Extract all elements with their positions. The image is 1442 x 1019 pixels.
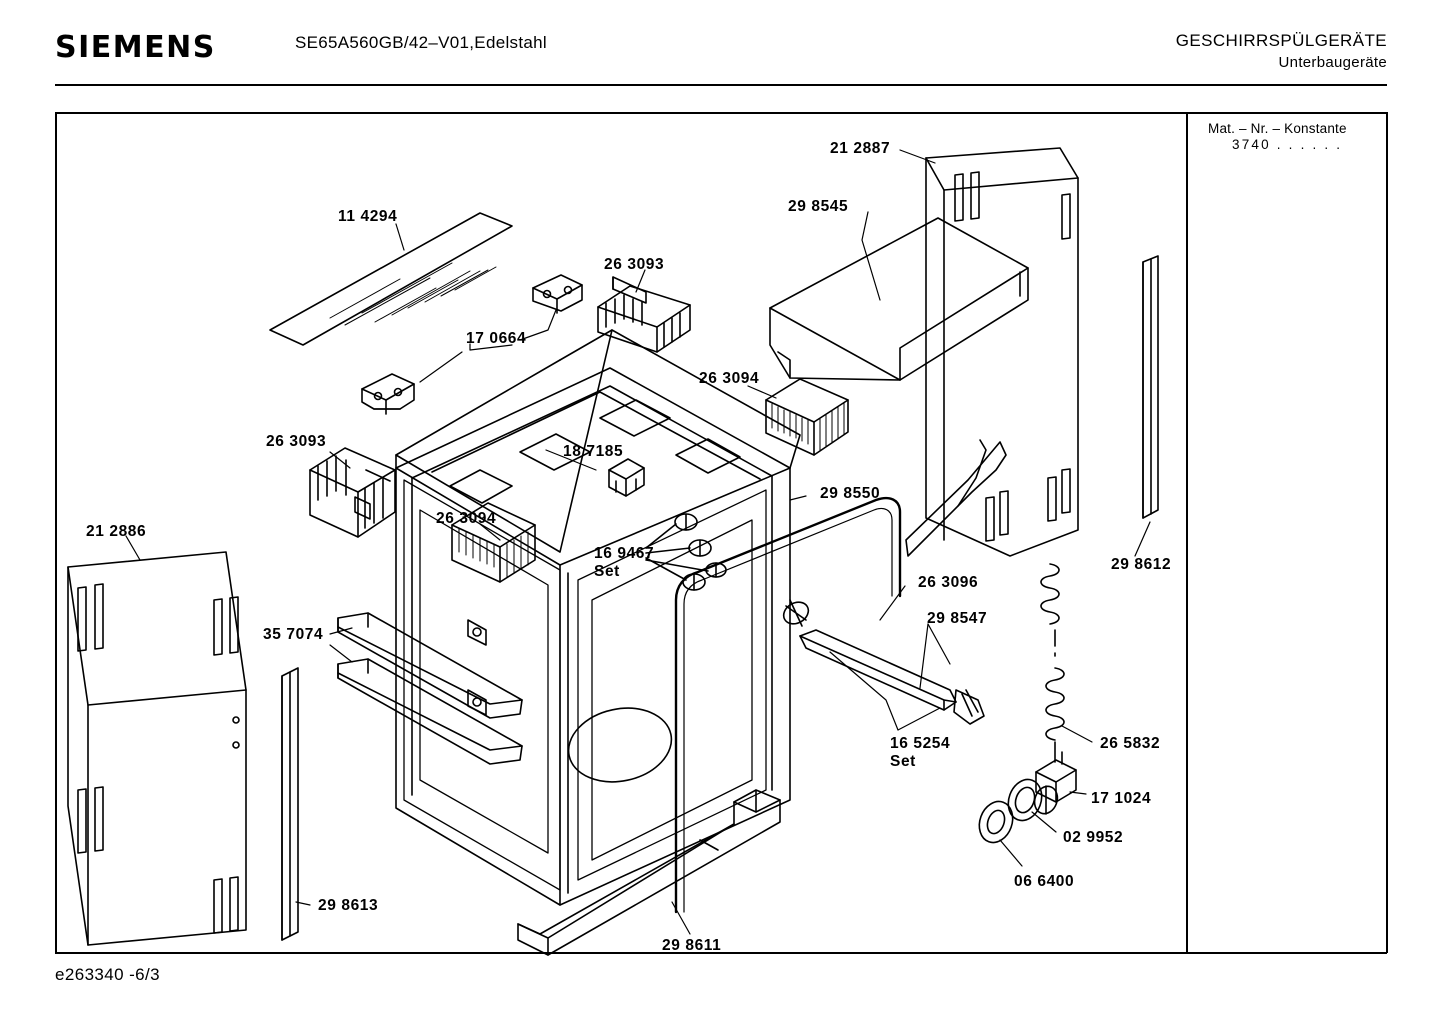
part-26-3093-connector-upper [598, 277, 690, 352]
part-29-8545-top-cover [770, 218, 1028, 380]
model-designation: SE65A560GB/42–V01,Edelstahl [295, 33, 547, 52]
part-29-8612-trim [1143, 256, 1158, 518]
part-26-3093-connector-lower [310, 448, 395, 537]
part-17-0664-bracket [362, 374, 414, 414]
category-title: GESCHIRRSPÜLGERÄTE [1175, 31, 1387, 50]
part-label-21-2887: 21 2887 [830, 140, 891, 157]
part-label-29-8613: 29 8613 [318, 897, 379, 914]
part-29-8550-door-seal [676, 498, 900, 912]
part-label-26-3093-upper: 26 3093 [604, 256, 665, 273]
part-02-9952-seal-ring [1003, 775, 1047, 825]
part-label-02-9952: 02 9952 [1063, 829, 1124, 846]
part-35-7074-rails [338, 613, 522, 764]
part-21-2887-rear-panel [906, 148, 1078, 556]
part-label-29-8545: 29 8545 [788, 198, 849, 215]
part-17-0664-bracket-b [533, 275, 582, 313]
part-label-11-4294: 11 4294 [338, 208, 398, 225]
part-label-29-8611: 29 8611 [662, 937, 722, 954]
part-label-16-9467: 16 9467 Set [594, 545, 655, 580]
part-label-17-1024: 17 1024 [1091, 790, 1152, 807]
part-18-7185-clip [609, 459, 644, 496]
dishwasher-tub-body [396, 330, 800, 905]
part-label-29-8550: 29 8550 [820, 485, 881, 502]
part-label-18-7185: 18 7185 [563, 443, 624, 460]
part-note-16-9467: Set [594, 563, 620, 580]
part-label-29-8612: 29 8612 [1111, 556, 1172, 573]
part-label-06-6400: 06 6400 [1014, 873, 1075, 890]
part-label-29-8547: 29 8547 [927, 610, 988, 627]
part-26-3094-vent-right [766, 379, 848, 455]
siemens-logo: SIEMENS [55, 30, 216, 65]
part-11-4294-label-sheet [270, 213, 512, 345]
matnr-label: Mat. – Nr. – Konstante [1208, 121, 1347, 136]
matnr-value: 3740 . . . . . . [1232, 137, 1343, 152]
part-label-26-3096: 26 3096 [918, 574, 979, 591]
part-label-26-5832: 26 5832 [1100, 735, 1161, 752]
part-29-8613-trim-strip [282, 668, 298, 940]
part-26-5832-spring [1041, 564, 1064, 762]
part-label-35-7074: 35 7074 [263, 626, 324, 643]
part-label-26-3094-left: 26 3094 [436, 510, 497, 527]
part-06-6400-washer [974, 797, 1018, 847]
category-subtitle: Unterbaugeräte [1278, 54, 1387, 71]
part-label-17-0664: 17 0664 [466, 330, 527, 347]
part-label-26-3094-right: 26 3094 [699, 370, 760, 387]
part-21-2886-side-panel [68, 552, 246, 945]
part-label-21-2886: 21 2886 [86, 523, 147, 540]
part-label-26-3093-lower: 26 3093 [266, 433, 327, 450]
part-note-16-5254: Set [890, 753, 916, 770]
drawing-number: e263340 -6/3 [55, 965, 160, 984]
part-29-8611-base-panel [518, 790, 780, 955]
part-label-16-5254: 16 5254 Set [890, 735, 951, 770]
